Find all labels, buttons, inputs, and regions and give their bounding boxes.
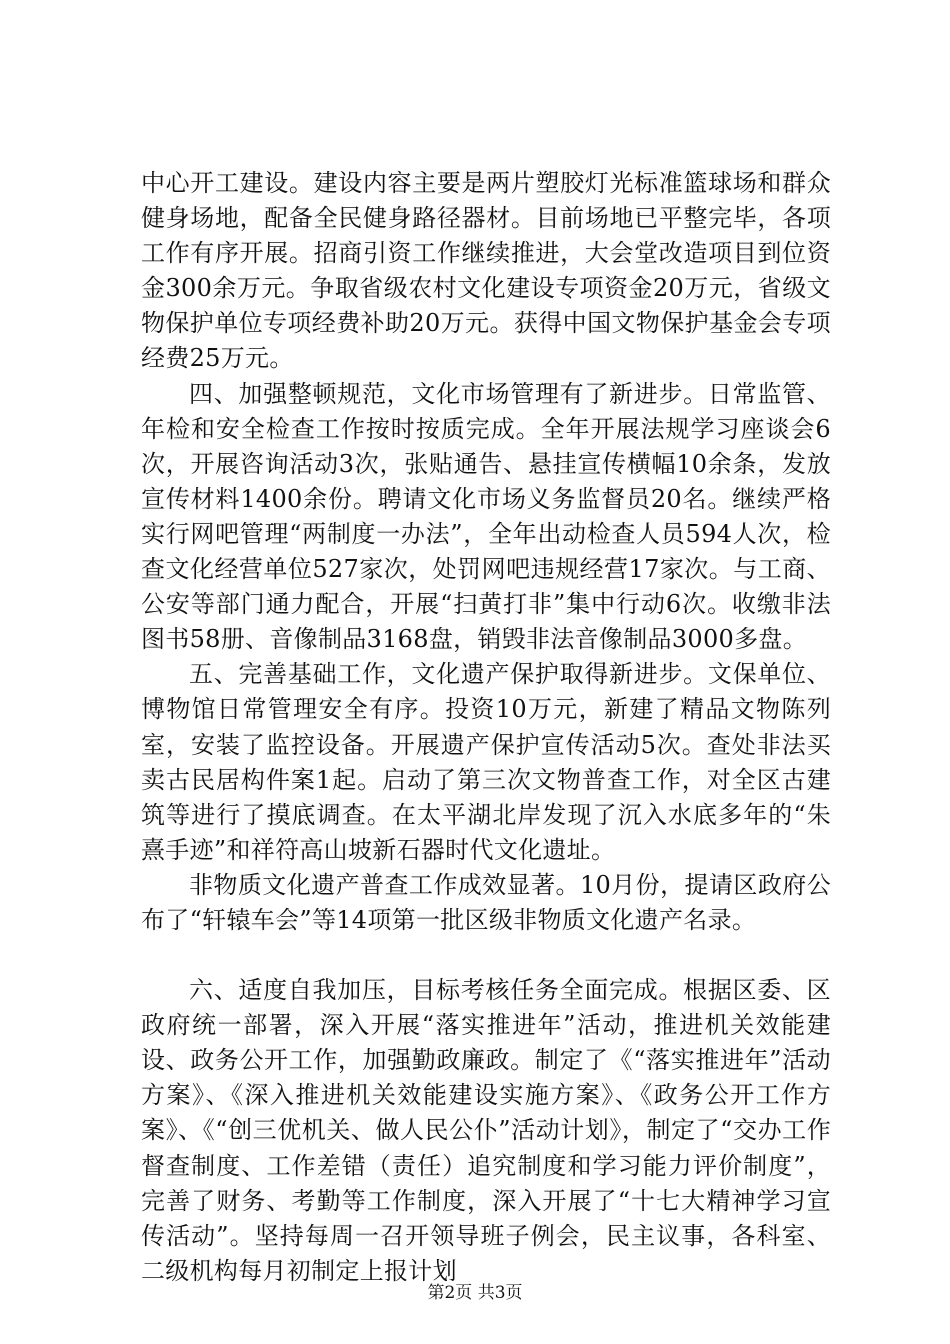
paragraph-section-five: 五、完善基础工作，文化遗产保护取得新进步。文保单位、博物馆日常管理安全有序。投资10万元，新建了精品文物陈列室，安装了监控设备。开展遗产保护宣传活动5次。查处非法买卖古民居构件案1起。启动了第三次文物普查工作，对全区古建筑等进行了摸底调查。在太平湖北岸发现了沉入水底多年的“朱熹手迹”和祥符高山坡新石器时代文化遗址。 <box>141 660 831 864</box>
paragraph-intangible-heritage: 非物质文化遗产普查工作成效显著。10月份，提请区政府公布了“轩辕车会”等14项第一批区级非物质文化遗产名录。 <box>141 870 831 934</box>
page-number-footer: 第2页 共3页 <box>427 1283 523 1303</box>
paragraph-continued: 中心开工建设。建设内容主要是两片塑胶灯光标准篮球场和群众健身场地，配备全民健身路径器材。目前场地已平整完毕，各项工作有序开展。招商引资工作继续推进，大会堂改造项目到位资金300余万元。争取省级农村文化建设专项资金20万元，省级文物保护单位专项经费补助20万元。获得中国文物保护基金会专项经费25万元。 <box>141 169 831 373</box>
paragraph-section-four: 四、加强整顿规范，文化市场管理有了新进步。日常监管、年检和安全检查工作按时按质完成。全年开展法规学习座谈会6次，开展咨询活动3次，张贴通告、悬挂宣传横幅10余条，发放宣传材料1400余份。聘请文化市场义务监督员20名。继续严格实行网吧管理“两制度一办法”，全年出动检查人员594人次，检查文化经营单位527家次，处罚网吧违规经营17家次。与工商、公安等部门通力配合，开展“扫黄打非”集中行动6次。收缴非法图书58册、音像制品3168盘，销毁非法音像制品3000多盘。 <box>141 379 831 654</box>
paragraph-section-six: 六、适度自我加压，目标考核任务全面完成。根据区委、区政府统一部署，深入开展“落实推进年”活动，推进机关效能建设、政务公开工作，加强勤政廉政。制定了《“落实推进年”活动方案》、《深入推进机关效能建设实施方案》、《政务公开工作方案》、《“创三优机关、做人民公仆”活动计划》，制定了“交办工作督查制度、工作差错（责任）追究制度和学习能力评价制度”，完善了财务、考勤等工作制度，深入开展了“十七大精神学习宣传活动”。坚持每周一召开领导班子例会，民主议事，各科室、二级机构每月初制定上报计划 <box>141 976 831 1285</box>
document-body <box>141 166 831 1289</box>
